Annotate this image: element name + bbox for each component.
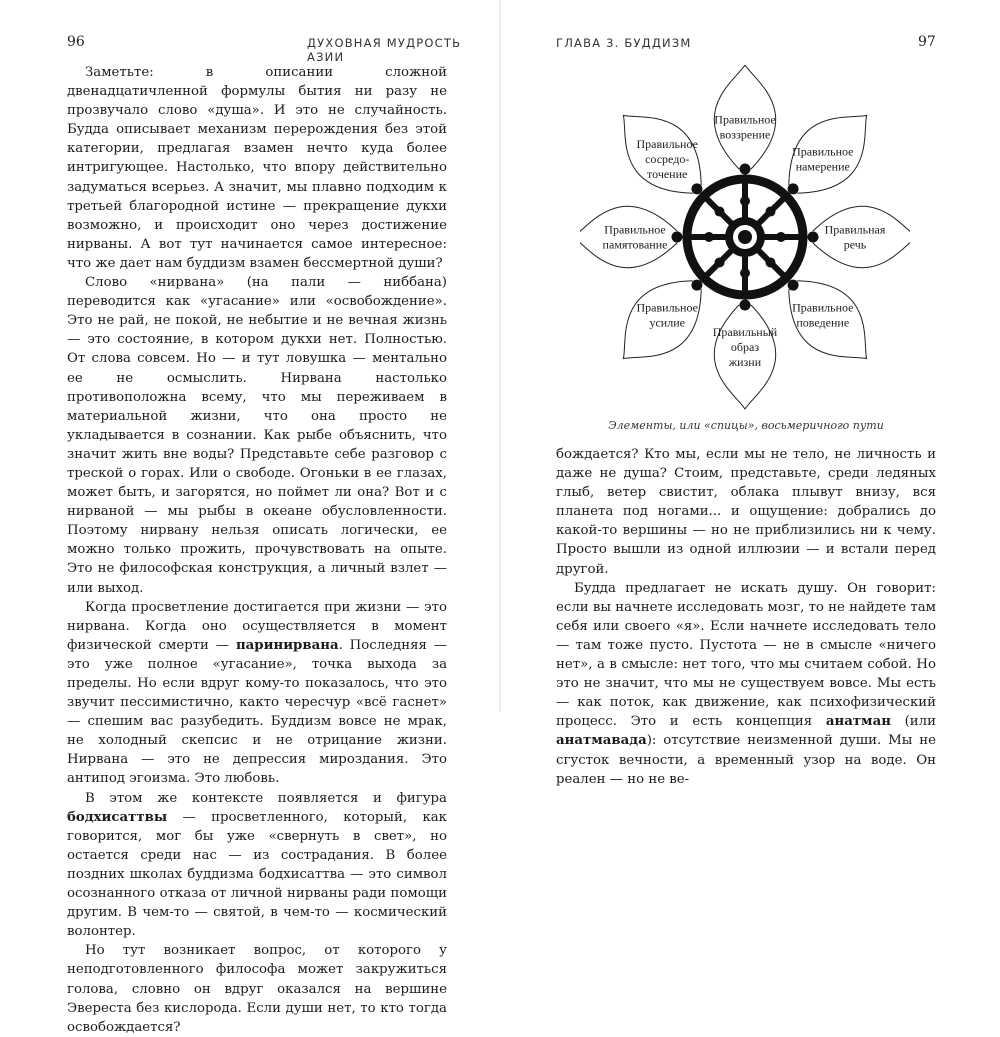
term-bold: бодхисаттвы (67, 809, 168, 825)
petal-label (792, 300, 853, 329)
lotus-wheel-diagram (580, 65, 910, 410)
paragraph (67, 273, 447, 598)
wheel-hub-center (738, 230, 752, 244)
petal-label-line: образ (730, 340, 760, 354)
term-bold: анатмавада (556, 733, 647, 749)
text-run: (или (890, 714, 936, 730)
petal-label-line: Правильное (604, 222, 666, 237)
paragraph (67, 63, 447, 273)
left-body-text (67, 63, 447, 1037)
petal-label-line: усилие (649, 315, 685, 330)
spoke-knot (765, 207, 775, 217)
paragraph (67, 941, 447, 1036)
wheel-handle (740, 300, 751, 311)
wheel-handle (808, 232, 819, 243)
spoke-knot (715, 257, 725, 267)
petal-label-line: Правильный (712, 325, 778, 339)
wheel-handle (788, 280, 799, 291)
term-bold: паринирвана (235, 637, 339, 653)
petal-label-line: воззрение (719, 127, 771, 142)
petal-label-line: памятование (602, 237, 668, 252)
text-run: Слово «нирвана» (на пали — ниббана) переводится как «угасание» или «освобождение». Это не рай, не покой, не небытие и не вечная жизнь — это состояние, в котором дукхи нет. Полностью. От слова совсем. Но — и тут ловушка — ментально ее не осмыслить. Нирвана настолько противоположна всему, что мы переживаем в материальной жизни, что она просто не укладывается в сознании. Как рыбе объяснить, что значит жить вне воды? Представьте себе разговор с треской о горах. Или о свободе. Огоньки в ее глазах, может быть, и загорятся, но поймет ли она? Вот и с нирваной — мы рыбы в океане обусловленности. Поэтому нирвану нельзя описать логически, ее можно только прожить, прочувствовать на опыте. Это не философская конструкция, а личный взлет — или выход. (67, 275, 447, 596)
petal-label-line: Правильное (714, 112, 776, 127)
term-bold: анатман (825, 714, 891, 730)
spoke-knot (715, 207, 725, 217)
petal-label (714, 113, 775, 142)
spoke-knot (765, 257, 775, 267)
paragraph (556, 445, 936, 579)
petal-label-line: намерение (795, 159, 850, 174)
text-run: Заметьте: в описании сложной двенадцатичленной формулы бытия ни разу не прозвучало слово «душа». И это не случайность. Будда описывает механизм перерождения без этой категории, предлагая взамен нечто куда более интригующее. Настолько, что впору действительно задуматься всерьез. А значит, мы плавно подходим к третьей благородной истине — прекращение дукхи возможно, и происходит оно через достижение нирваны. А вот тут начинается самое интересное: что же дает нам буддизм взамен бессмертной души? (67, 65, 447, 271)
text-run: Когда просветление достигается при жизни — это нирвана. Когда оно осуществляется в момент физической смерти — (67, 599, 447, 653)
spoke-knot (740, 196, 750, 206)
page-number-left: 96 (67, 34, 85, 50)
petal-label (603, 223, 668, 252)
petal (714, 299, 775, 409)
running-head-left: ДУХОВНАЯ МУДРОСТЬ АЗИИ (307, 36, 462, 64)
text-run: . Последняя — это уже полное «угасание», точка выхода за пределы. Но если вдруг кому-то показалось, что это звучит пессимистично, както чересчур «всё гаснет» — спешим вас разубедить. Буддизм вовсе не мрак, не холодный скепсис и не отрицание жизни. Нирвана — это не депрессия мироздания. Это антипод эгоизма. Это любовь. (67, 637, 447, 787)
petal-label-line: Правильное (636, 137, 698, 152)
petal-label-line: Правильное (636, 300, 698, 315)
page-number-right: 97 (918, 34, 936, 50)
text-run: ): отсутствие неизменной души. Мы не сгусток вечности, а временный узор на воде. Он реален — но не ве- (556, 733, 936, 787)
eightfold-path-figure (580, 65, 910, 410)
text-run: В этом же контексте появляется и фигура (85, 790, 447, 806)
spoke-knot (704, 232, 714, 242)
petal-label-line: Правильное (792, 300, 854, 315)
wheel-handle (672, 232, 683, 243)
spoke-knot (776, 232, 786, 242)
petal-label-line: Правильное (792, 144, 854, 159)
text-run: бождается? Кто мы, если мы не тело, не личность и даже не душа? Стоим, представьте, среди ледяных глыб, ветер свистит, облака плывут внизу, вся планета под ногами... и ощущение: добрались до какой-то вершины — но не приблизились ни к чему. Просто вышли из одной иллюзии — и встали перед другой. (556, 447, 936, 577)
figure-caption: Элементы, или «спицы», восьмеричного пути (608, 419, 884, 432)
text-run: Будда предлагает не искать душу. Он говорит: если вы начнете исследовать мозг, то не найдете там себя или своего «я». Если начнете исследовать тело — там тоже пусто. Пустота — не в смысле «ничего нет», а в смысле: нет того, что мы считаем собой. Но это не значит, что мы не существуем вовсе. Мы есть — как поток, как движение, как психофизический процесс. Это и есть концепция (556, 580, 936, 730)
running-head-right: ГЛАВА 3. БУДДИЗМ (556, 36, 692, 50)
spoke-knot (740, 268, 750, 278)
text-run: — просветленного, который, как говорится, мог бы уже «свернуть в свет», но остается среди нас — из сострадания. В более поздних школах буддизма бодхисаттва — это символ осознанного отказа от личной нирваны ради помощи другим. В чем-то — святой, в чем-то — космический волонтер. (67, 809, 447, 940)
petal-label-line: речь (843, 237, 867, 252)
paragraph (67, 789, 447, 942)
petal-label (792, 145, 853, 174)
wheel-handle (788, 183, 799, 194)
paragraph (556, 579, 936, 789)
right-body-text (556, 445, 936, 789)
wheel-handle (691, 183, 702, 194)
petal-label-line: жизни (728, 355, 762, 369)
petal-label-line: поведение (796, 315, 850, 330)
text-run: Но тут возникает вопрос, от которого у неподготовленного философа может закружиться голова, словно он вдруг оказался на вершине Эвереста без кислорода. Если души нет, то кто тогда освобождается? (67, 943, 447, 1035)
wheel-handle (691, 280, 702, 291)
petal-label-line: точение (647, 167, 688, 182)
wheel-handle (740, 164, 751, 175)
petal-label-line: сосредо- (645, 152, 690, 167)
paragraph (67, 598, 447, 789)
petal-label-line: Правильная (824, 222, 886, 237)
